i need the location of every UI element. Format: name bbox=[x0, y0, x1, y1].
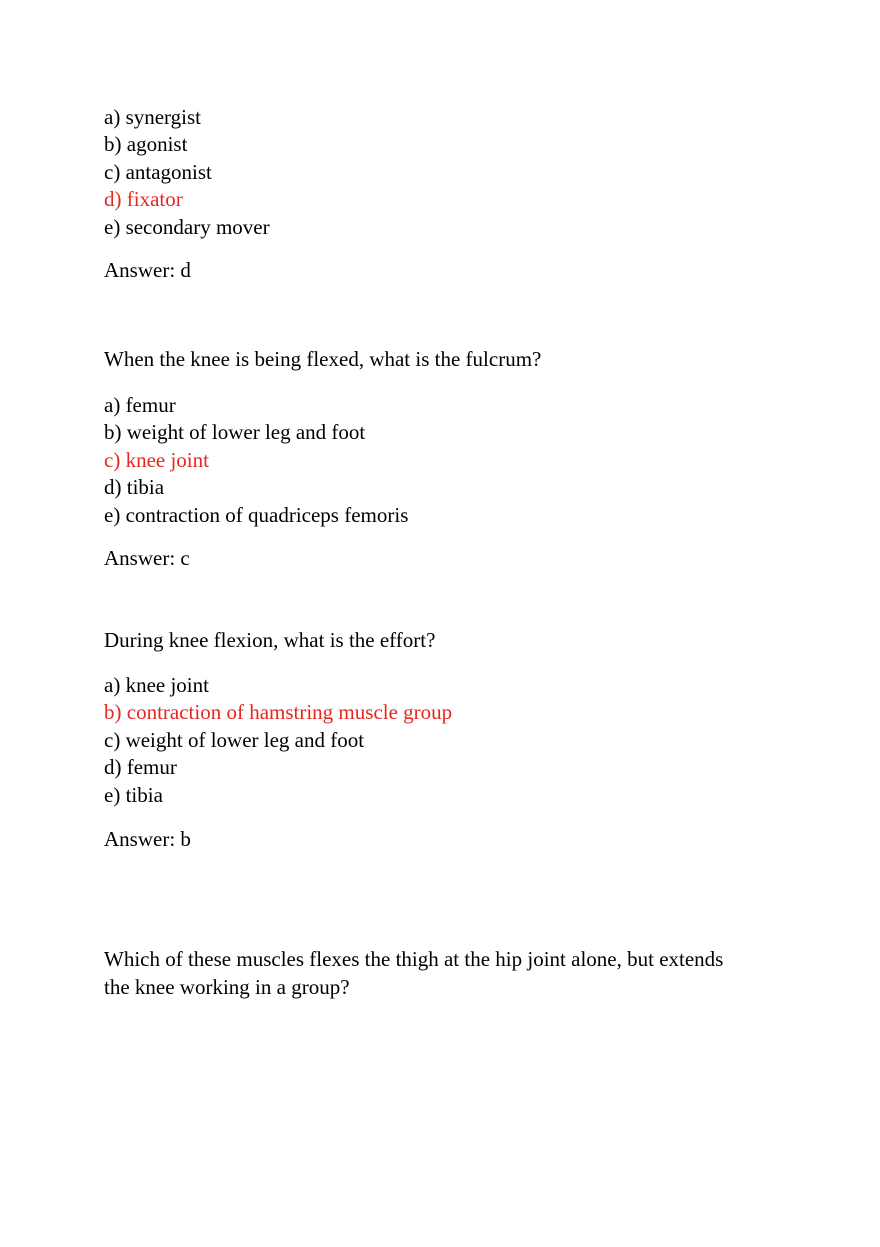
q1-option-d-correct: d) fixator bbox=[104, 187, 183, 212]
q1-option-c: c) antagonist bbox=[104, 159, 212, 184]
q3-question-block bbox=[104, 627, 784, 654]
q3-option-b-correct: b) contraction of hamstring muscle group bbox=[104, 700, 453, 725]
q2-question-block bbox=[104, 346, 784, 373]
q1-answer: Answer: d bbox=[104, 258, 191, 282]
q1-option-e: e) secondary mover bbox=[104, 214, 270, 239]
q4-question: Which of these muscles flexes the thigh at the hip joint alone, but extends the knee working in a group? bbox=[104, 947, 724, 999]
q3-options bbox=[104, 672, 784, 809]
q3-option-e: e) tibia bbox=[104, 782, 163, 807]
q2-option-b: b) weight of lower leg and foot bbox=[104, 420, 366, 445]
q3-option-d: d) femur bbox=[104, 755, 177, 780]
q3-answer-block bbox=[104, 826, 784, 853]
q1-option-b: b) agonist bbox=[104, 132, 188, 157]
q1-options bbox=[104, 104, 784, 241]
q2-option-a: a) femur bbox=[104, 393, 176, 417]
q2-options bbox=[104, 392, 784, 529]
q2-question: When the knee is being flexed, what is the fulcrum? bbox=[104, 347, 542, 371]
q2-answer: Answer: c bbox=[104, 546, 190, 570]
q1-option-a: a) synergist bbox=[104, 105, 202, 129]
q2-option-d: d) tibia bbox=[104, 475, 165, 500]
q2-option-e: e) contraction of quadriceps femoris bbox=[104, 502, 409, 527]
q3-question: During knee flexion, what is the effort? bbox=[104, 628, 436, 652]
q3-option-c: c) weight of lower leg and foot bbox=[104, 727, 365, 752]
q2-answer-block bbox=[104, 545, 784, 572]
q3-answer: Answer: b bbox=[104, 827, 191, 851]
q2-option-c-correct: c) knee joint bbox=[104, 447, 209, 472]
q1-answer-block bbox=[104, 257, 784, 284]
q3-option-a: a) knee joint bbox=[104, 673, 209, 697]
